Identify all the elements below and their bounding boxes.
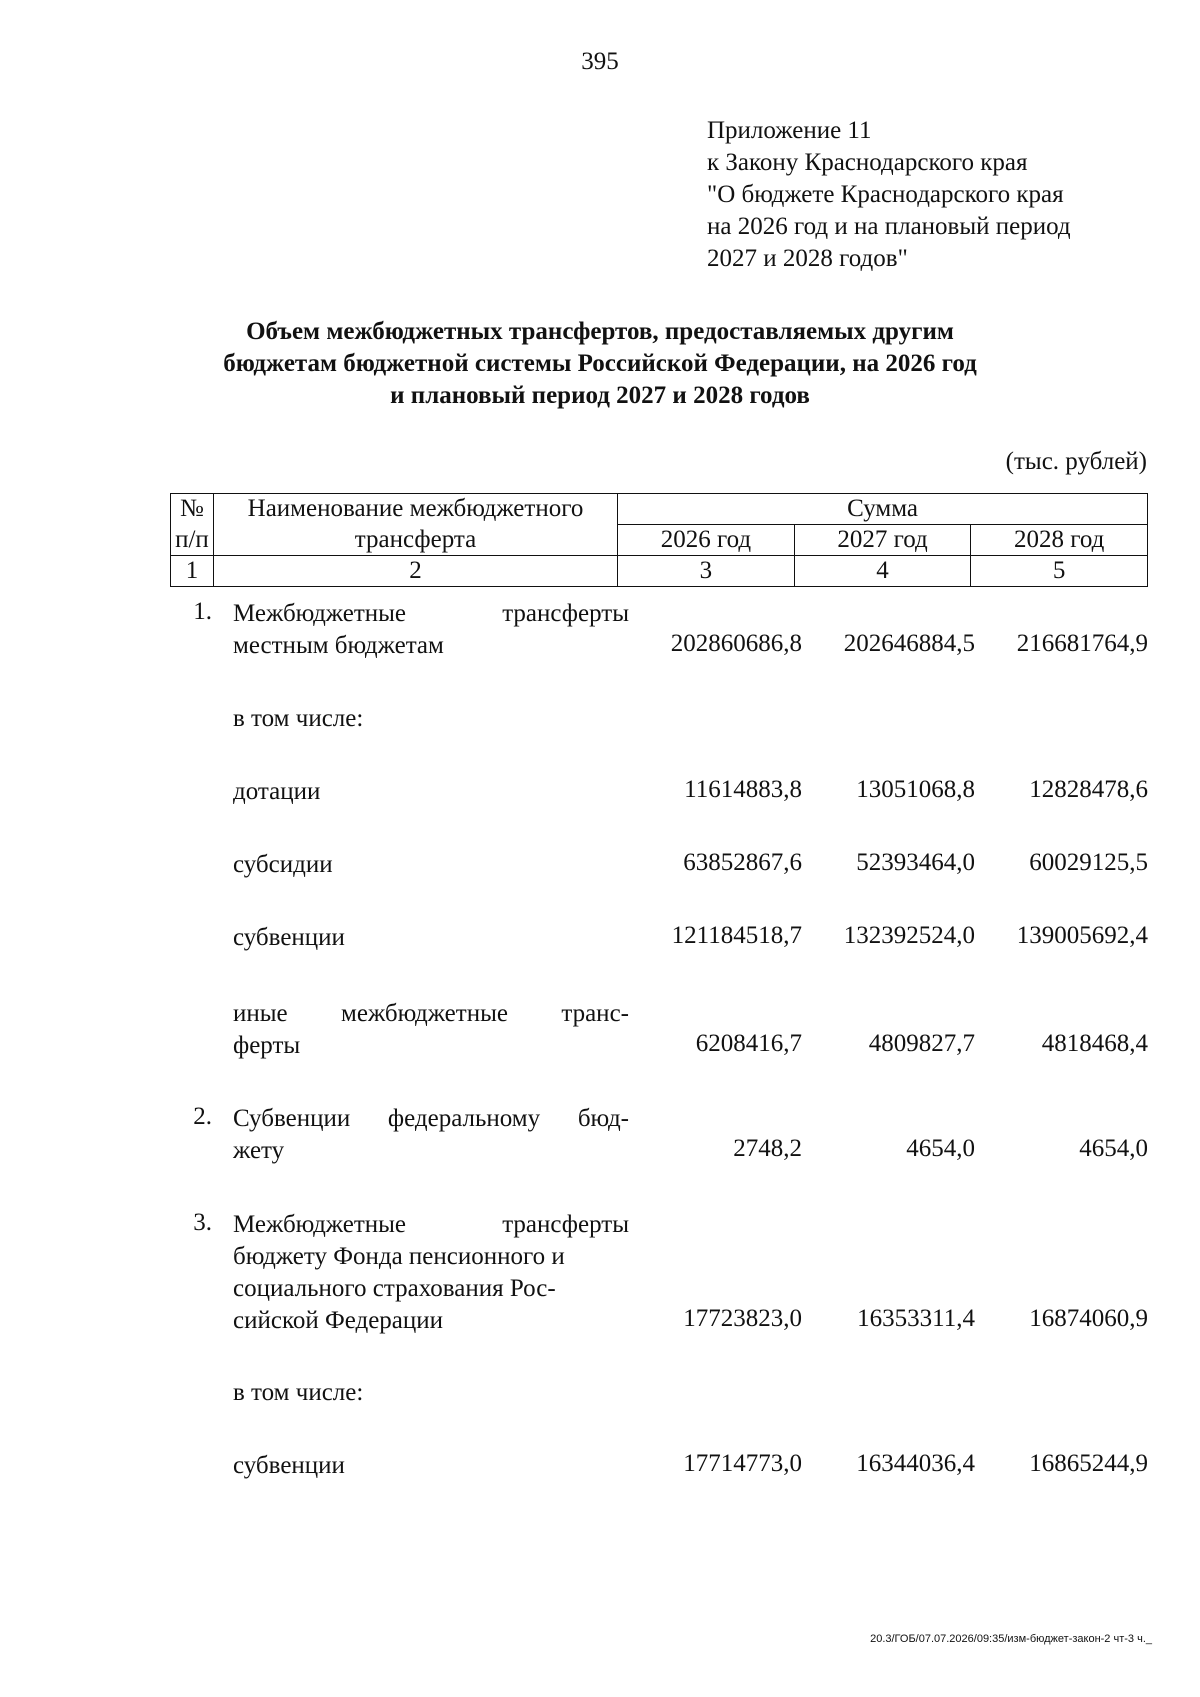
header-name-top: Наименование межбюджетного bbox=[213, 494, 617, 525]
row-name bbox=[233, 998, 629, 1062]
header-sum: Сумма bbox=[618, 494, 1148, 525]
row-name: субвенции bbox=[233, 1452, 345, 1479]
header-year-2026: 2026 год bbox=[618, 525, 795, 556]
value-2026: 11614883,8 bbox=[684, 776, 802, 803]
row-name: субсидии bbox=[233, 851, 333, 878]
value-2028: 139005692,4 bbox=[1016, 922, 1148, 949]
row-name bbox=[233, 598, 629, 662]
value-2026: 121184518,7 bbox=[671, 922, 802, 949]
row-name-word: бюд- bbox=[577, 1105, 629, 1132]
header-year-2027: 2027 год bbox=[794, 525, 971, 556]
appendix-line: на 2026 год и на плановый период bbox=[707, 213, 1071, 240]
header-index: 3 bbox=[618, 556, 795, 587]
row-name-word: Субвенции bbox=[233, 1105, 351, 1132]
row-number: 1. bbox=[193, 598, 212, 625]
header-num-bottom: п/п bbox=[171, 525, 214, 556]
row-name-word: трансферты bbox=[502, 1211, 629, 1238]
value-2026: 6208416,7 bbox=[695, 1030, 802, 1057]
value-2026: 17714773,0 bbox=[683, 1450, 802, 1477]
row-name: дотации bbox=[233, 778, 321, 805]
value-2028: 4818468,4 bbox=[1041, 1030, 1148, 1057]
title-line: бюджетам бюджетной системы Российской Федерации, на 2026 год bbox=[223, 350, 977, 377]
value-2028: 16874060,9 bbox=[1029, 1305, 1148, 1332]
row-name-line: жету bbox=[233, 1137, 285, 1164]
units-label: (тыс. рублей) bbox=[1005, 448, 1147, 475]
appendix-line: "О бюджете Краснодарского края bbox=[707, 181, 1064, 208]
row-name-word: Межбюджетные bbox=[233, 600, 407, 627]
value-2027: 4654,0 bbox=[906, 1135, 975, 1162]
value-2026: 2748,2 bbox=[733, 1135, 802, 1162]
header-year-2028: 2028 год bbox=[971, 525, 1148, 556]
row-name-word: трансферты bbox=[502, 600, 629, 627]
header-index: 2 bbox=[213, 556, 617, 587]
value-2027: 13051068,8 bbox=[856, 776, 975, 803]
value-2026: 202860686,8 bbox=[670, 630, 802, 657]
title-line: и плановый период 2027 и 2028 годов bbox=[390, 382, 810, 409]
value-2028: 4654,0 bbox=[1079, 1135, 1148, 1162]
value-2026: 63852867,6 bbox=[683, 849, 802, 876]
appendix-line: 2027 и 2028 годов" bbox=[707, 245, 908, 272]
value-2028: 16865244,9 bbox=[1029, 1450, 1148, 1477]
row-number: 2. bbox=[193, 1103, 212, 1130]
row-name-line: социального страхования Рос- bbox=[233, 1275, 556, 1302]
header-num-top: № bbox=[171, 494, 214, 525]
value-2027: 132392524,0 bbox=[843, 922, 975, 949]
value-2028: 60029125,5 bbox=[1029, 849, 1148, 876]
value-2027: 16353311,4 bbox=[857, 1305, 975, 1332]
row-name-line: бюджету Фонда пенсионного и bbox=[233, 1243, 565, 1270]
value-2027: 16344036,4 bbox=[856, 1450, 975, 1477]
header-name-bottom: трансферта bbox=[213, 525, 617, 556]
row-number: 3. bbox=[193, 1209, 212, 1236]
row-name bbox=[233, 1103, 629, 1167]
page-number: 395 bbox=[581, 48, 619, 75]
value-2027: 202646884,5 bbox=[843, 630, 975, 657]
header-index: 4 bbox=[794, 556, 971, 587]
value-2028: 216681764,9 bbox=[1016, 630, 1148, 657]
row-name: в том числе: bbox=[233, 705, 364, 732]
row-name-line: ферты bbox=[233, 1032, 301, 1059]
row-name-line: сийской Федерации bbox=[233, 1307, 444, 1334]
appendix-line: к Закону Краснодарского края bbox=[707, 149, 1028, 176]
row-name: субвенции bbox=[233, 924, 345, 951]
value-2027: 4809827,7 bbox=[868, 1030, 975, 1057]
row-name-word: межбюджетные bbox=[341, 1000, 508, 1027]
row-name bbox=[233, 1209, 629, 1337]
appendix-line: Приложение 11 bbox=[707, 117, 872, 144]
footer-code: 20.3/ГОБ/07.07.2026/09:35/изм-бюджет-закон-2 чт-3 ч._ bbox=[870, 1633, 1152, 1645]
header-index: 5 bbox=[971, 556, 1148, 587]
value-2026: 17723823,0 bbox=[683, 1305, 802, 1332]
value-2028: 12828478,6 bbox=[1029, 776, 1148, 803]
title-line: Объем межбюджетных трансфертов, предоставляемых другим bbox=[246, 318, 954, 345]
row-name-word: Межбюджетные bbox=[233, 1211, 407, 1238]
row-name-word: транс- bbox=[561, 1000, 629, 1027]
row-name-word: федеральному bbox=[387, 1105, 541, 1132]
row-name: в том числе: bbox=[233, 1379, 364, 1406]
value-2027: 52393464,0 bbox=[856, 849, 975, 876]
header-index: 1 bbox=[171, 556, 214, 587]
row-name-line: местным бюджетам bbox=[233, 632, 444, 659]
row-name-word: иные bbox=[233, 1000, 288, 1027]
